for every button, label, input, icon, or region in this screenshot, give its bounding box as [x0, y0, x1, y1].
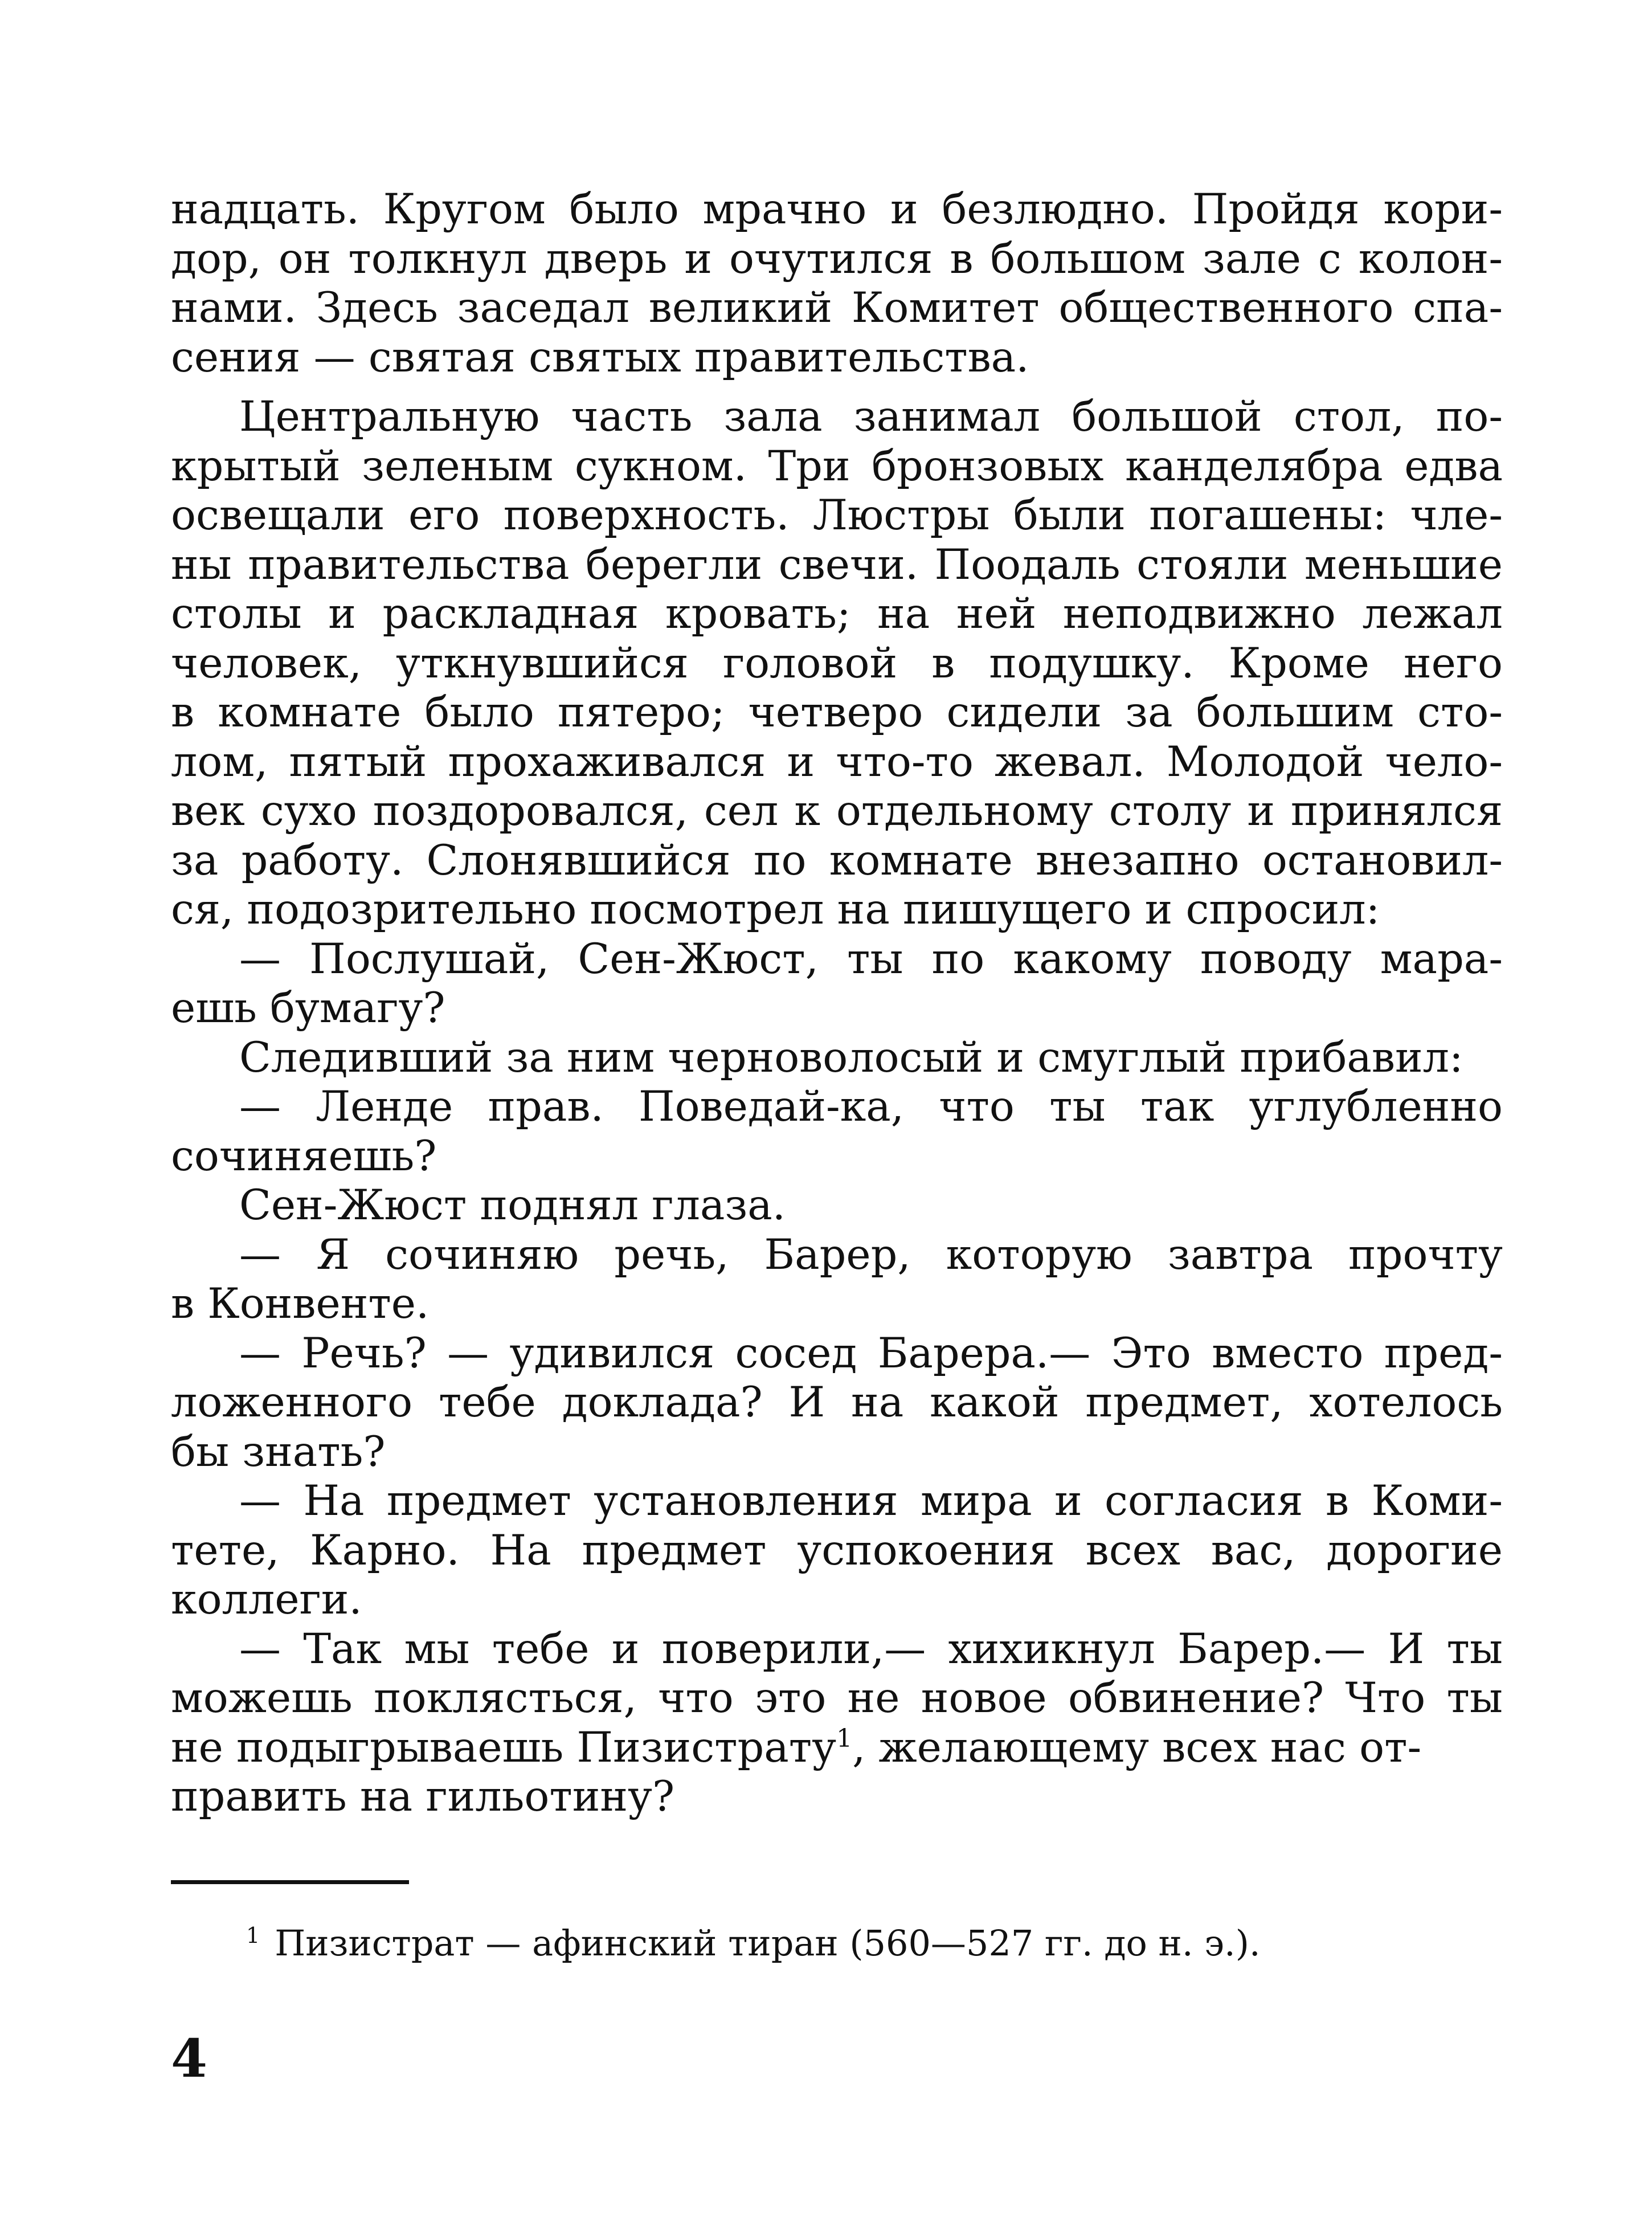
text-fragment: , желающему всех нас от- — [852, 1723, 1422, 1772]
footnote — [246, 1910, 1442, 1969]
text-line: Центральную часть зала занимал большой стол, по- — [239, 393, 1503, 441]
text-line: век сухо поздоровался, сел к отдельному столу и принялся — [171, 787, 1503, 835]
text-line: ны правительства берегли свечи. Поодаль стояли меньшие — [171, 540, 1503, 589]
text-line: тете, Карно. На предмет успокоения всех вас, дорогие — [171, 1526, 1503, 1575]
text-line-with-note — [171, 1723, 1503, 1773]
text-line: ся, подозрительно посмотрел на пишущего и спросил: — [171, 885, 1380, 934]
footnote-divider — [171, 1880, 409, 1884]
text-line: крытый зеленым сукном. Три бронзовых канделябра едва — [171, 442, 1503, 491]
text-line: ложенного тебе доклада? И на какой предмет, хотелось — [171, 1378, 1503, 1427]
text-line: ешь бумагу? — [171, 984, 445, 1032]
text-line: Следивший за ним черноволосый и смуглый прибавил: — [239, 1033, 1463, 1082]
text-line: лом, пятый прохаживался и что-то жевал. Молодой чело- — [171, 737, 1503, 786]
text-line: надцать. Кругом было мрачно и безлюдно. Пройдя кори- — [171, 185, 1503, 234]
text-line: Сен-Жюст поднял глаза. — [239, 1181, 786, 1230]
footnote-reference: 1 — [836, 1723, 853, 1753]
footnote-text: Пизистрат — афинский тиран (560—527 гг. до н. э.). — [275, 1922, 1261, 1964]
text-line: — Речь? — удивился сосед Барера.— Это вместо пред- — [239, 1329, 1503, 1378]
page-number: 4 — [171, 2028, 208, 2089]
text-line: — Ленде прав. Поведай-ка, что ты так углубленно — [239, 1083, 1503, 1131]
text-line: — Так мы тебе и поверили,— хихикнул Барер.— И ты — [239, 1624, 1503, 1673]
text-line: — Я сочиняю речь, Барер, которую завтра прочту — [239, 1230, 1503, 1279]
text-line: — Послушай, Сен-Жюст, ты по какому поводу мара- — [239, 934, 1503, 983]
text-line: сения — святая святых правительства. — [171, 333, 1029, 382]
footnote-mark: 1 — [246, 1923, 260, 1948]
text-line: коллеги. — [171, 1575, 362, 1624]
text-line: нами. Здесь заседал великий Комитет общественного спа- — [171, 284, 1503, 332]
text-line: бы знать? — [171, 1427, 386, 1476]
text-line: можешь поклясться, что это не новое обвинение? Что ты — [171, 1674, 1503, 1722]
text-line: за работу. Слонявшийся по комнате внезапно остановил- — [171, 836, 1503, 885]
text-line: в комнате было пятеро; четверо сидели за большим сто- — [171, 688, 1503, 737]
text-line: в Конвенте. — [171, 1280, 430, 1328]
text-fragment: не подыгрываешь Пизистрату — [171, 1723, 837, 1772]
text-line: сочиняешь? — [171, 1132, 437, 1181]
text-line: человек, уткнувшийся головой в подушку. Кроме него — [171, 639, 1503, 688]
text-line: править на гильотину? — [171, 1772, 675, 1821]
body-text — [171, 185, 1503, 1822]
text-line: столы и раскладная кровать; на ней неподвижно лежал — [171, 590, 1503, 638]
text-line: — На предмет установления мира и согласия в Коми- — [239, 1477, 1503, 1525]
text-line: освещали его поверхность. Люстры были погашены: чле- — [171, 491, 1503, 540]
text-line: дор, он толкнул дверь и очутился в большом зале с колон- — [171, 234, 1503, 283]
